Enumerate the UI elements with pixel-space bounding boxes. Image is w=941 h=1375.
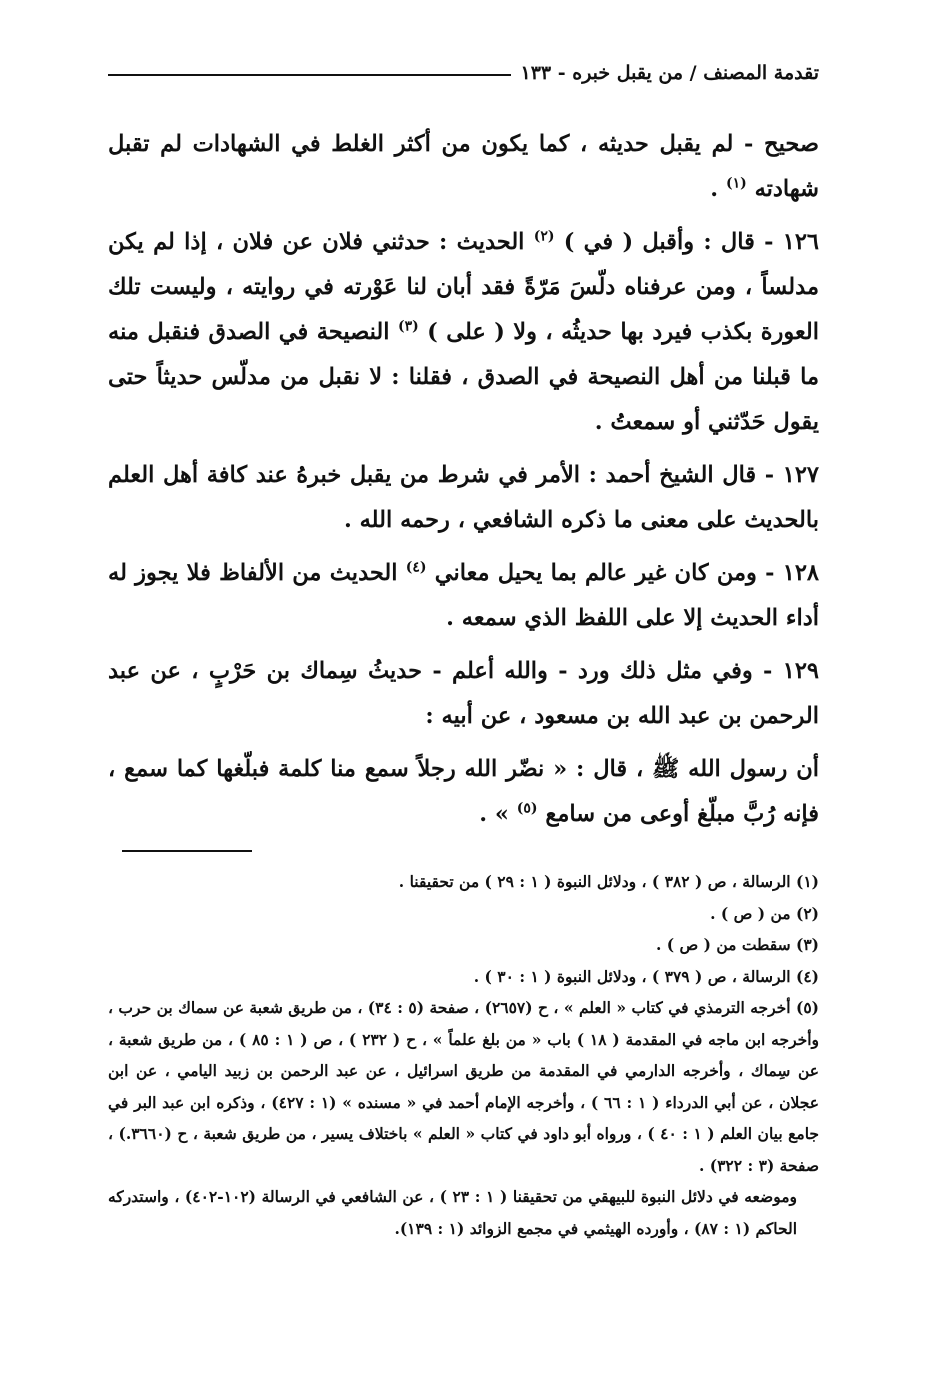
paragraph-text: . [710,176,726,202]
paragraph-128 [108,551,819,641]
footnote-ref[interactable]: (٥) [516,800,538,817]
footnote-ref[interactable]: (١) [725,175,747,192]
paragraph-text: صحيح - لم يقبل حديثه ، كما يكون من أكثر الغلط في الشهادات لم تقبل شهادته [108,131,819,202]
paragraph-text: » . [479,801,517,827]
footnote-5: (٥) أخرجه الترمذي في كتاب « العلم » ، ح (٢٦٥٧) ، صفحة (٥ : ٣٤) ، من طريق شعبة عن سماك بن حرب ، وأخرجه ابن ماجه في المقدمة ( ١٨ ) باب « من بلغ علماً » ، ح ( ٢٣٢ ) ، ص ( ١ : ٨٥ ) ، من طريق شعبة ، عن سِماك ، وأخرجه الدارمي في المقدمة من طريق اسرائيل ، عن عبد الرحمن بن زبيد اليامي ، عن ابن عجلان ، عن أبي الدرداء ( ١ : ٦٦ ) ، وأخرجه الإمام أحمد في « مسنده » (١ : ٤٢٧) ، وذكره ابن عبد البر في جامع بيان العلم ( ١ : ٤٠ ) ، ورواه أبو داود في كتاب « العلم » باختلاف يسير ، من طريق شعبة ، ح (٣٦٦٠.) ، صفحة (٣ : ٣٢٢) . [108,998,819,1175]
footnote-ref[interactable]: (٤) [405,559,427,576]
footnote-2: (٢) من ( ص ) . [710,903,819,923]
paragraph-hadith [108,747,819,837]
paragraph-129 [108,649,819,739]
paragraph-text: ١٢٨ - ومن كان غير عالم بما يحيل معاني [426,560,819,586]
running-header [108,58,819,88]
paragraph-text: ١٢٦ - قال : وأقبل ( في ) [554,229,819,255]
paragraph-127 [108,453,819,543]
footnote-4: (٤) الرسالة ، ص ( ٣٧٩ ) ، ودلائل النبوة ( ١ : ٣٠ ) . [473,966,819,986]
footnote-ref[interactable]: (٢) [533,228,555,245]
paragraph-continuation [108,122,819,212]
paragraph-text: النصيحة في الصدق فنقبل منه ما قبلنا من أهل النصيحة في الصدق ، فقلنا : لا نقبل من مدلّس حديثاً حتى يقول حَدّثني أو سمعتُ . [108,319,819,435]
header-rule [108,74,511,76]
footnote-5-continuation: وموضعه في دلائل النبوة للبيهقي من تحقيقنا ( ١ : ٢٣ ) ، عن الشافعي في الرسالة (١٠٢-٤٠٢) ، واستدركه الحاكم (١ : ٨٧) ، وأورده الهيثمي في مجمع الزوائد (١ : ١٣٩). [108,1187,797,1238]
paragraph-text: الحديث من الألفاظ فلا يجوز له أداء الحديث إلا على اللفظ الذي سمعه . [108,560,819,631]
footnotes [108,866,819,1244]
paragraph-126 [108,220,819,445]
header-title: تقدمة المصنف / من يقبل خبره - ١٣٣ [520,62,819,84]
paragraph-text: الحديث : حدثني فلان عن فلان ، إذا لم يكن مدلساً ، ومن عرفناه دلّسَ مَرّةً فقد أبان لنا عَوْرته في روايته ، وليست تلك العورة بكذب فيرد بها حديثُه ، ولا ( على ) [108,229,819,345]
paragraph-text: ١٢٧ - قال الشيخ أحمد : الأمر في شرط من يقبل خبرهُ عند كافة أهل العلم بالحديث على معنى ما ذكره الشافعي ، رحمه الله . [108,462,819,533]
footnote-ref[interactable]: (٣) [397,318,419,335]
footnote-separator [122,850,252,852]
footnote-3: (٣) سقطت من ( ص ) . [655,935,819,954]
paragraph-text: أن رسول الله ﷺ ، قال : « نضّر الله رجلاً سمع منا كلمة فبلّغها كما سمع ، فإنه رُبَّ مبلّغ أوعى من سامع [108,756,819,827]
footnote-1: (١) الرسالة ، ص ( ٣٨٢ ) ، ودلائل النبوة ( ١ : ٢٩ ) من تحقيقنا . [398,872,819,891]
paragraph-text: ١٢٩ - وفي مثل ذلك ورد - والله أعلم - حديثُ سِماك بن حَرْبٍ ، عن عبد الرحمن بن عبد الله بن مسعود ، عن أبيه : [108,658,819,729]
main-text [108,122,819,845]
